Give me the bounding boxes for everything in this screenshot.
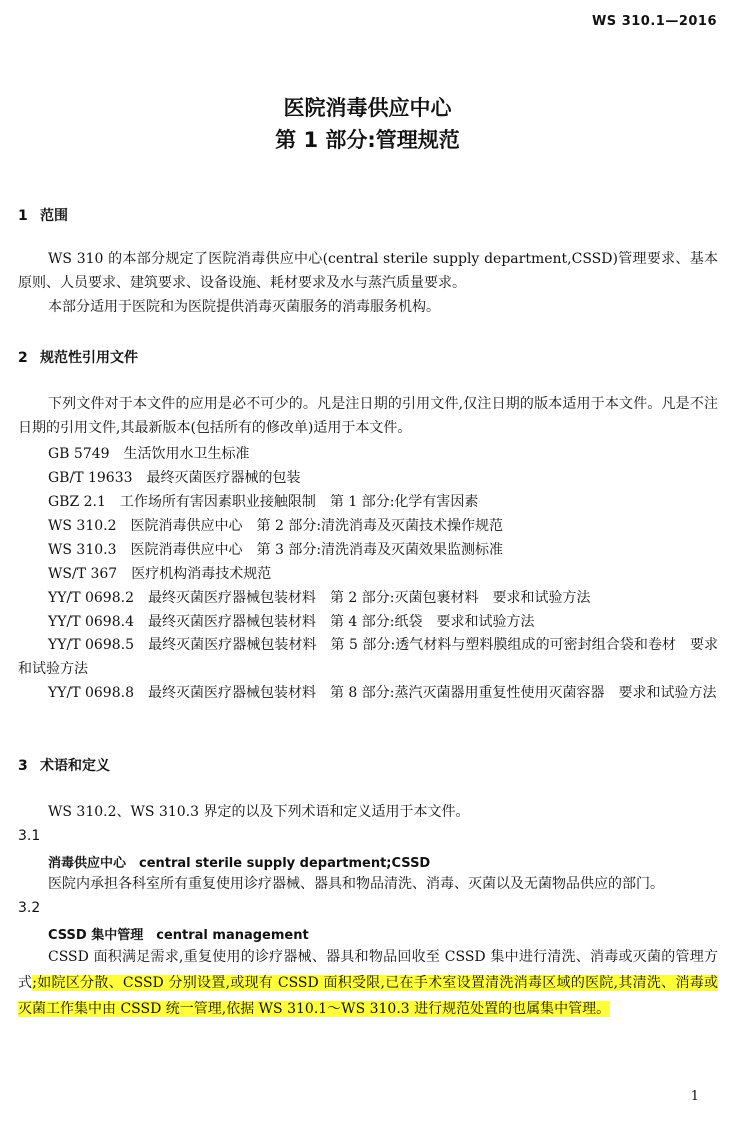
section-number: 1 — [18, 208, 28, 224]
doc-subtitle: 第 1 部分:管理规范 — [275, 128, 460, 152]
highlighted-text: ;如院区分散、CSSD 分别设置,或现有 CSSD 面积受限,已在手术室设置清洗消毒区域的医院,其清洗、消毒或灭菌工作集中由 CSSD 统一管理,依据 WS 310.1～WS 310.3 进行规范处置的也属集中管理。 — [18, 975, 718, 1017]
reference-item: WS 310.3 医院消毒供应中心 第 3 部分:清洗消毒及灭菌效果监测标准 — [48, 542, 504, 558]
paragraph: 下列文件对于本文件的应用是必不可少的。凡是注日期的引用文件,仅注日期的版本适用于本文件。凡是不注日期的引用文件,其最新版本(包括所有的修改单)适用于本文件。 — [18, 396, 718, 436]
reference-item: WS 310.2 医院消毒供应中心 第 2 部分:清洗消毒及灭菌技术操作规范 — [48, 518, 504, 534]
section-number: 2 — [18, 350, 28, 366]
term-title: 消毒供应中心 central sterile supply department;CSSD — [48, 856, 431, 871]
term-number: 3.1 — [18, 828, 41, 844]
definition-text: CSSD 面积满足需求,重复使用的诊疗器械、器具和物品回收至 CSSD 集中进行清洗、消毒或灭菌的管理方式 — [18, 949, 718, 991]
section-number: 3 — [18, 758, 28, 774]
reference-item: GB/T 19633 最终灭菌医疗器械的包装 — [48, 470, 301, 486]
section-1-heading — [18, 205, 68, 225]
reference-item: YY/T 0698.2 最终灭菌医疗器械包装材料 第 2 部分:灭菌包裹材料 要求和试验方法 — [48, 590, 591, 606]
paragraph: 本部分适用于医院和为医院提供消毒灭菌服务的消毒服务机构。 — [48, 299, 440, 315]
section-title: 范围 — [40, 208, 68, 224]
reference-item: WS/T 367 医疗机构消毒技术规范 — [48, 566, 272, 582]
reference-item: GBZ 2.1 工作场所有害因素职业接触限制 第 1 部分:化学有害因素 — [48, 494, 479, 510]
standard-code: WS 310.1—2016 — [591, 14, 717, 29]
page-number: 1 — [690, 1089, 699, 1104]
term-title: CSSD 集中管理 central management — [48, 928, 309, 943]
reference-item: YY/T 0698.8 最终灭菌医疗器械包装材料 第 8 部分:蒸汽灭菌器用重复性使用灭菌容器 要求和试验方法 — [48, 685, 717, 701]
term-definition: 医院内承担各科室所有重复使用诊疗器械、器具和物品清洗、消毒、灭菌以及无菌物品供应的部门。 — [48, 876, 664, 892]
section-3-heading — [18, 755, 110, 775]
paragraph: WS 310.2、WS 310.3 界定的以及下列术语和定义适用于本文件。 — [48, 804, 470, 820]
paragraph: WS 310 的本部分规定了医院消毒供应中心(central sterile supply department,CSSD)管理要求、基本原则、人员要求、建筑要求、设备设施、耗材要求及水与蒸汽质量要求。 — [18, 251, 718, 291]
term-definition — [18, 944, 718, 1022]
section-title: 规范性引用文件 — [40, 350, 138, 366]
term-number: 3.2 — [18, 900, 41, 916]
section-2-heading — [18, 347, 138, 367]
reference-item: YY/T 0698.5 最终灭菌医疗器械包装材料 第 5 部分:透气材料与塑料膜组成的可密封组合袋和卷材 要求和试验方法 — [18, 637, 718, 677]
reference-item: YY/T 0698.4 最终灭菌医疗器械包装材料 第 4 部分:纸袋 要求和试验方法 — [48, 614, 535, 630]
reference-item: GB 5749 生活饮用水卫生标准 — [48, 446, 250, 462]
doc-title: 医院消毒供应中心 — [283, 96, 452, 120]
section-title: 术语和定义 — [40, 758, 110, 774]
